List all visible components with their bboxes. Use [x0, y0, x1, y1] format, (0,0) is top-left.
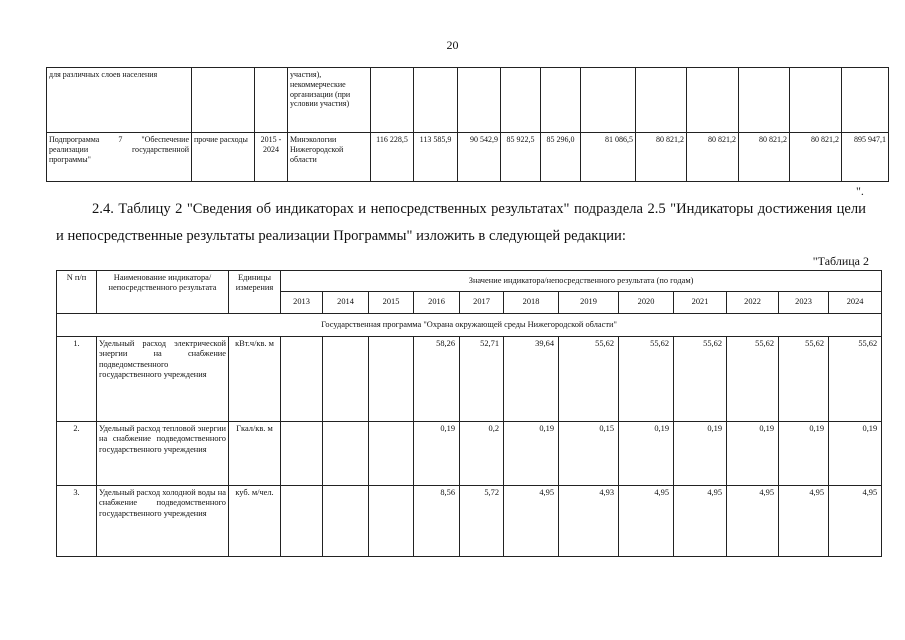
table-cell: 80 821,2 — [636, 133, 687, 182]
value-cell: 0,19 — [619, 422, 674, 486]
table-cell: для различных слоев населения — [47, 68, 192, 133]
table-row — [57, 486, 882, 557]
table-label: "Таблица 2 — [812, 254, 869, 268]
year-header: 2015 — [369, 292, 414, 314]
table-row — [47, 133, 889, 182]
table-cell: 80 821,2 — [790, 133, 842, 182]
table-cell: Подпрограмма 7 "Обеспечение реализации государственной программы" — [47, 133, 192, 182]
table-cell: прочие расходы — [192, 133, 255, 182]
value-cell: 8,56 — [414, 486, 460, 557]
table-cell: 895 947,1 — [842, 133, 889, 182]
table-cell: 116 228,5 — [371, 133, 414, 182]
value-cell: 4,95 — [504, 486, 559, 557]
program-title: Государственная программа "Охрана окружающей среды Нижегородской области" — [57, 314, 882, 337]
value-cell: 0,19 — [779, 422, 829, 486]
unit: Гкал/кв. м — [229, 422, 281, 486]
value-cell: 55,62 — [619, 337, 674, 422]
value-cell: 39,64 — [504, 337, 559, 422]
value-cell — [281, 422, 323, 486]
value-cell — [369, 337, 414, 422]
indicators-table — [56, 270, 882, 557]
value-cell: 0,2 — [460, 422, 504, 486]
value-cell: 4,95 — [619, 486, 674, 557]
table-cell: Минэкологии Нижегородской области — [288, 133, 371, 182]
table-cell: 2015 - 2024 — [255, 133, 288, 182]
value-cell: 0,19 — [727, 422, 779, 486]
row-number: 1. — [57, 337, 97, 422]
value-cell: 4,95 — [727, 486, 779, 557]
year-header: 2022 — [727, 292, 779, 314]
indicator-name: Удельный расход тепловой энергии на снабжение подведомственного государственного учреждения — [97, 422, 229, 486]
table-cell: 90 542,9 — [458, 133, 501, 182]
indicator-name: Удельный расход электрической энергии на снабжение подведомственного государственного учреждения — [97, 337, 229, 422]
table-cell: 81 086,5 — [581, 133, 636, 182]
column-header-unit: Единицы измерения — [229, 271, 281, 314]
value-cell: 52,71 — [460, 337, 504, 422]
value-cell: 0,19 — [414, 422, 460, 486]
table-cell: 113 585,9 — [414, 133, 458, 182]
column-header-name: Наименование индикатора/непосредственного результата — [97, 271, 229, 314]
table-row — [57, 422, 882, 486]
value-cell — [323, 486, 369, 557]
year-header: 2019 — [559, 292, 619, 314]
year-header: 2020 — [619, 292, 674, 314]
year-header: 2014 — [323, 292, 369, 314]
closing-quote: ". — [856, 184, 864, 198]
page-number: 20 — [446, 38, 459, 52]
value-cell — [281, 486, 323, 557]
year-header: 2021 — [674, 292, 727, 314]
value-cell — [323, 337, 369, 422]
value-cell — [323, 422, 369, 486]
column-header-values: Значение индикатора/непосредственного результата (по годам) — [281, 271, 882, 292]
table-cell: 80 821,2 — [739, 133, 790, 182]
unit: куб. м/чел. — [229, 486, 281, 557]
value-cell: 55,62 — [674, 337, 727, 422]
row-number: 2. — [57, 422, 97, 486]
value-cell: 58,26 — [414, 337, 460, 422]
value-cell — [281, 337, 323, 422]
value-cell — [369, 422, 414, 486]
table-row — [57, 337, 882, 422]
value-cell: 55,62 — [559, 337, 619, 422]
header-row — [57, 271, 882, 292]
value-cell: 4,95 — [779, 486, 829, 557]
unit: кВт.ч/кв. м — [229, 337, 281, 422]
value-cell: 0,19 — [504, 422, 559, 486]
row-number: 3. — [57, 486, 97, 557]
program-row — [57, 314, 882, 337]
value-cell: 55,62 — [829, 337, 882, 422]
table-cell: 85 922,5 — [501, 133, 541, 182]
table-row — [47, 68, 889, 133]
year-header: 2017 — [460, 292, 504, 314]
instruction-paragraph: 2.4. Таблицу 2 "Сведения об индикаторах и непосредственных результатах" подраздела 2.5 "Индикаторы достижения цели и непосредственные результаты реализации Программы" изложить в следующей редакции: — [56, 201, 866, 244]
value-cell: 4,93 — [559, 486, 619, 557]
indicator-name: Удельный расход холодной воды на снабжение подведомственного государственного учреждения — [97, 486, 229, 557]
year-header: 2018 — [504, 292, 559, 314]
table-cell: 85 296,0 — [541, 133, 581, 182]
year-header: 2024 — [829, 292, 882, 314]
budget-table-fragment — [46, 67, 889, 182]
table-cell: 80 821,2 — [687, 133, 739, 182]
year-header: 2016 — [414, 292, 460, 314]
value-cell: 55,62 — [779, 337, 829, 422]
value-cell: 55,62 — [727, 337, 779, 422]
table-cell: участия), некоммерческие организации (при условии участия) — [288, 68, 371, 133]
value-cell: 4,95 — [674, 486, 727, 557]
value-cell: 0,19 — [829, 422, 882, 486]
year-header: 2013 — [281, 292, 323, 314]
value-cell — [369, 486, 414, 557]
value-cell: 0,15 — [559, 422, 619, 486]
value-cell: 4,95 — [829, 486, 882, 557]
column-header-num: N п/п — [57, 271, 97, 314]
value-cell: 5,72 — [460, 486, 504, 557]
year-header: 2023 — [779, 292, 829, 314]
value-cell: 0,19 — [674, 422, 727, 486]
